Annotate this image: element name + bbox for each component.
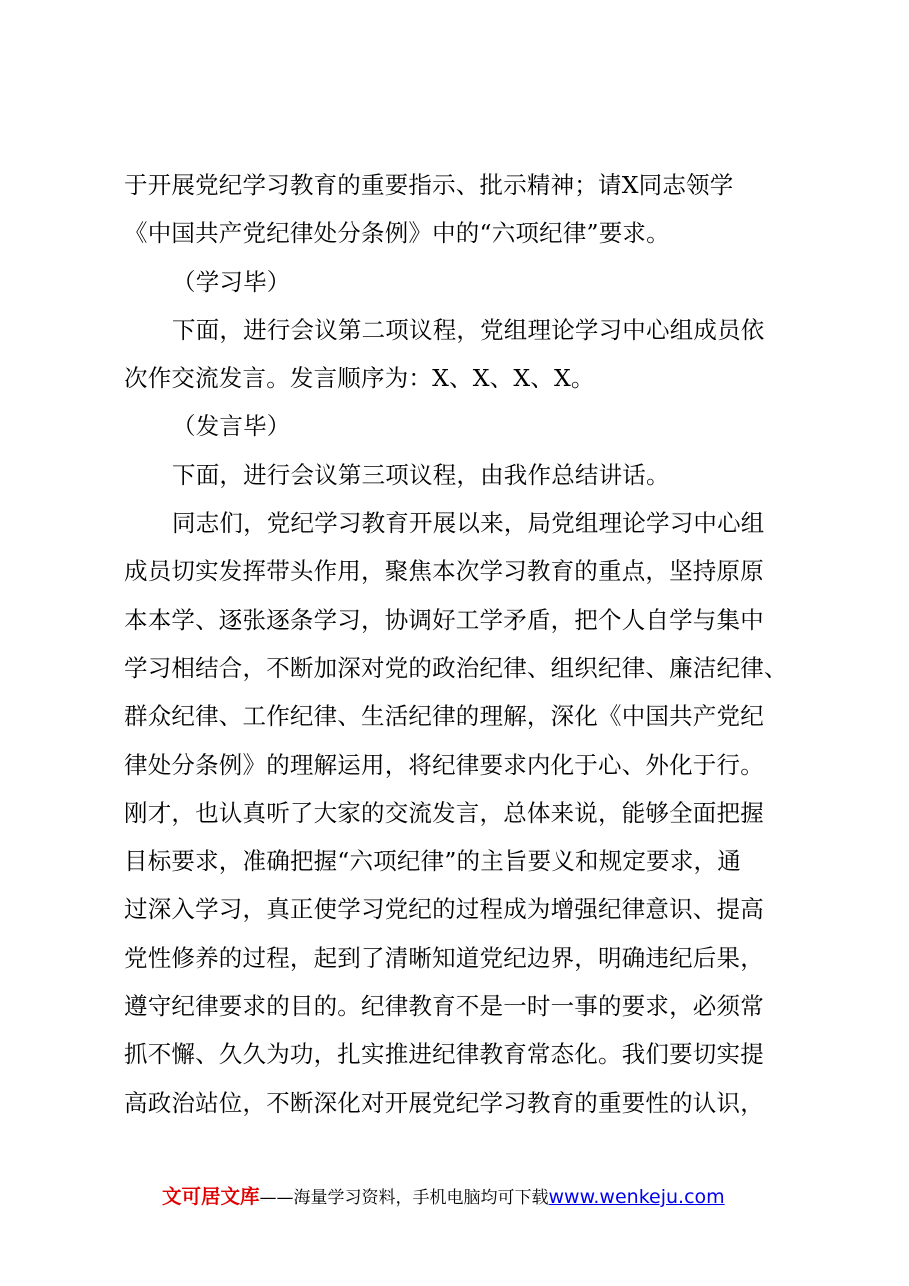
footer-link[interactable]: www.wenkeju.com: [548, 1186, 725, 1208]
document-body: [124, 161, 804, 1127]
text-line: 成员切实发挥带头作用，聚焦本次学习教育的重点，坚持原原: [124, 557, 764, 586]
text-line: 目标要求，准确把握“六项纪律”的主旨要义和规定要求，通: [124, 847, 741, 876]
text-line: 过深入学习，真正使学习党纪的过程成为增强纪律意识、提高: [124, 895, 764, 924]
text-line: （发言毕）: [172, 412, 291, 441]
footer-banner: [162, 1183, 725, 1211]
text-line: 于开展党纪学习教育的重要指示、批示精神；请X同志领学: [124, 171, 734, 199]
text-line: 次作交流发言。发言顺序为：X、X、X、X。: [124, 364, 595, 393]
paragraph-start-line: 下面，进行会议第二项议程，党组理论学习中心组成员依: [172, 315, 765, 344]
text-line: 《中国共产党纪律处分条例》中的“六项纪律”要求。: [124, 219, 670, 248]
footer-slogan: ——海量学习资料，手机电脑均可下载: [259, 1188, 549, 1208]
paragraph-start-line: 下面，进行会议第三项议程，由我作总结讲话。: [172, 460, 670, 489]
text-line: 群众纪律、工作纪律、生活纪律的理解，深化《中国共产党纪: [124, 702, 764, 731]
text-line: 刚才，也认真听了大家的交流发言，总体来说，能够全面把握: [124, 798, 764, 827]
text-line: 高政治站位，不断深化对开展党纪学习教育的重要性的认识，: [124, 1088, 764, 1117]
text-line: 党性修养的过程，起到了清晰知道党纪边界，明确违纪后果，: [124, 943, 764, 972]
text-line: 学习相结合，不断加深对党的政治纪律、组织纪律、廉洁纪律、: [124, 653, 788, 682]
text-line: 律处分条例》的理解运用，将纪律要求内化于心、外化于行。: [124, 750, 764, 779]
paragraph-start-line: 同志们，党纪学习教育开展以来，局党组理论学习中心组: [172, 509, 765, 538]
text-line: （学习毕）: [172, 267, 291, 296]
text-line: 本本学、逐张逐条学习，协调好工学矛盾，把个人自学与集中: [124, 605, 764, 634]
footer-brand: 文可居文库: [162, 1185, 260, 1208]
text-line: 遵守纪律要求的目的。纪律教育不是一时一事的要求，必须常: [124, 992, 764, 1021]
text-line: 抓不懈、久久为功，扎实推进纪律教育常态化。我们要切实提: [124, 1040, 764, 1069]
